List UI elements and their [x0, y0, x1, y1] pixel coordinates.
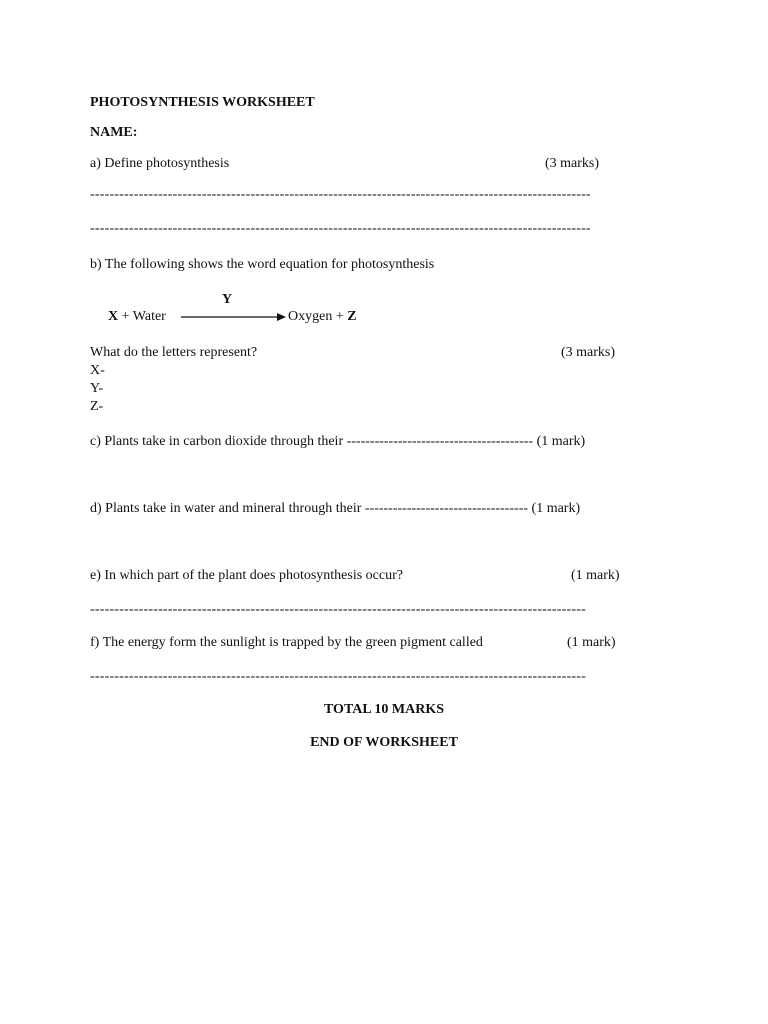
equation-z: Z — [347, 309, 357, 324]
question-d-text: d) Plants take in water and mineral through their ----------------------------------- (1 mark) — [90, 501, 581, 516]
answer-line-e: ------------------------------------------------------------------------------------------------------ — [90, 602, 586, 617]
question-e-marks: (1 mark) — [571, 568, 620, 583]
total-marks: TOTAL 10 MARKS — [323, 702, 445, 717]
letters-question-text: What do the letters represent? — [90, 345, 258, 360]
equation-arrow — [181, 311, 287, 323]
answer-line-a2: ------------------------------------------------------------------------------------------------------- — [90, 221, 591, 236]
answer-line-a1: ------------------------------------------------------------------------------------------------------- — [90, 187, 591, 202]
name-label: NAME: — [90, 125, 138, 140]
question-e-text: e) In which part of the plant does photosynthesis occur? — [90, 568, 403, 583]
answer-y: Y- — [90, 381, 104, 396]
question-f-marks: (1 mark) — [567, 635, 616, 650]
answer-z: Z- — [90, 399, 104, 414]
answer-line-f: ------------------------------------------------------------------------------------------------------ — [90, 669, 586, 684]
worksheet-title: PHOTOSYNTHESIS WORKSHEET — [90, 95, 315, 110]
answer-x: X- — [90, 363, 105, 378]
letters-question-marks: (3 marks) — [561, 345, 616, 360]
equation-x: X — [108, 309, 119, 324]
equation-oxygen: Oxygen + — [288, 309, 348, 324]
equation-left — [108, 309, 166, 325]
equation-right — [288, 309, 357, 325]
equation-y: Y — [222, 292, 233, 307]
question-a-marks: (3 marks) — [545, 156, 600, 171]
question-f-text: f) The energy form the sunlight is trapped by the green pigment called — [90, 635, 483, 650]
question-c-text: c) Plants take in carbon dioxide through their ---------------------------------------- (1 mark) — [90, 434, 586, 449]
equation-water: + Water — [118, 309, 166, 324]
question-b-text: b) The following shows the word equation for photosynthesis — [90, 257, 435, 272]
question-a-text: a) Define photosynthesis — [90, 156, 230, 171]
end-of-worksheet: END OF WORKSHEET — [310, 735, 458, 750]
